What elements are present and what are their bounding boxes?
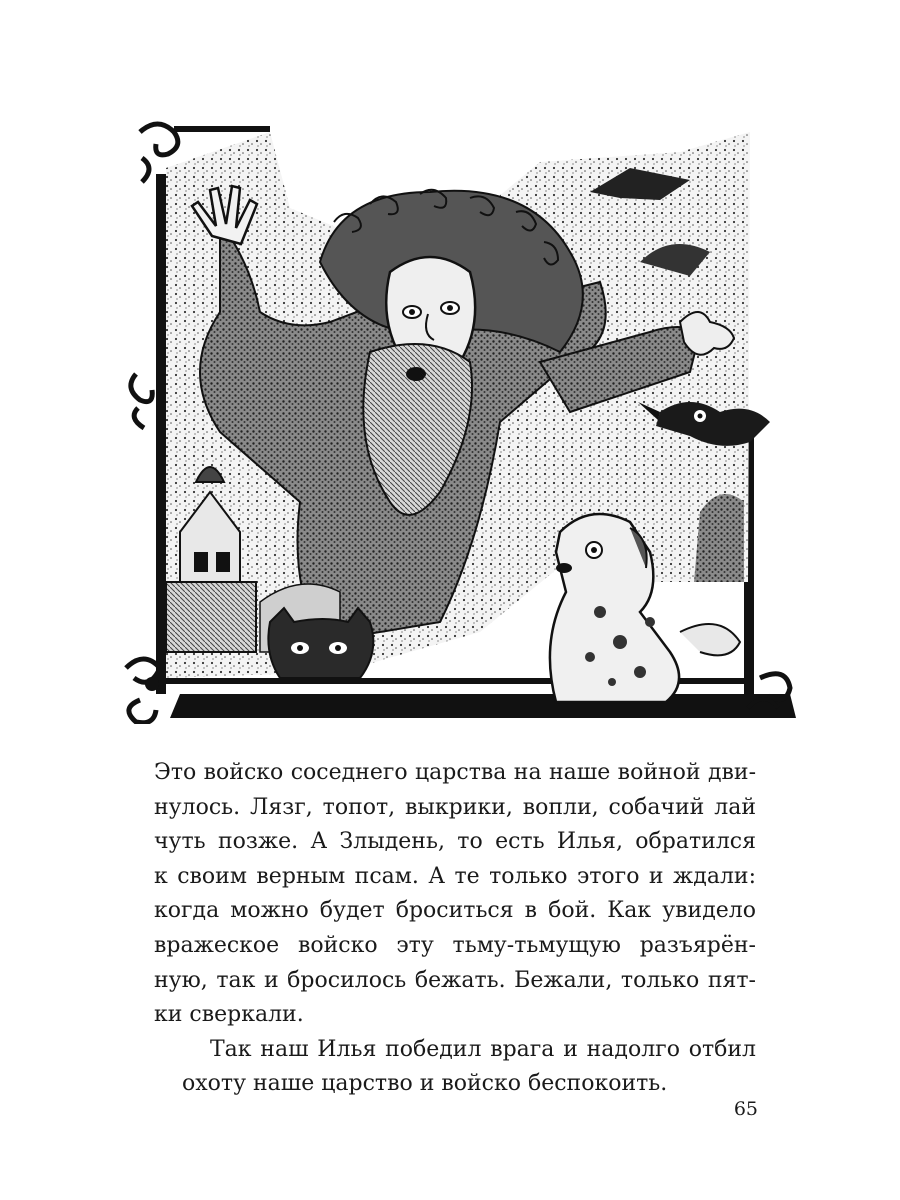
paragraph-1 [154, 756, 756, 1033]
text-line: к своим верным псам. А те только этого и ждали: [154, 863, 756, 889]
cat-figure [268, 608, 373, 678]
text-line: нулось. Лязг, топот, выкрики, вопли, собачий лай [154, 794, 756, 820]
story-text [154, 756, 756, 1102]
page-number: 65 [733, 1098, 758, 1120]
text-line: ную, так и бросилось бежать. Бежали, только пят- [154, 967, 756, 993]
text-line: охоту наше царство и войско беспокоить. [182, 1071, 668, 1097]
paragraph-2 [154, 1033, 756, 1102]
text-line: чуть позже. А Злыдень, то есть Илья, обратился [154, 829, 756, 855]
chapter-illustration [120, 112, 800, 724]
text-line: Так наш Илья победил врага и надолго отбил [210, 1036, 756, 1062]
text-line: когда можно будет броситься в бой. Как увидело [154, 898, 756, 924]
text-line: вражеское войско эту тьму-тьмущую разъярён- [154, 932, 756, 958]
text-line: ки сверкали. [154, 1002, 304, 1028]
text-line: Это войско соседнего царства на наше войной дви- [154, 760, 756, 785]
